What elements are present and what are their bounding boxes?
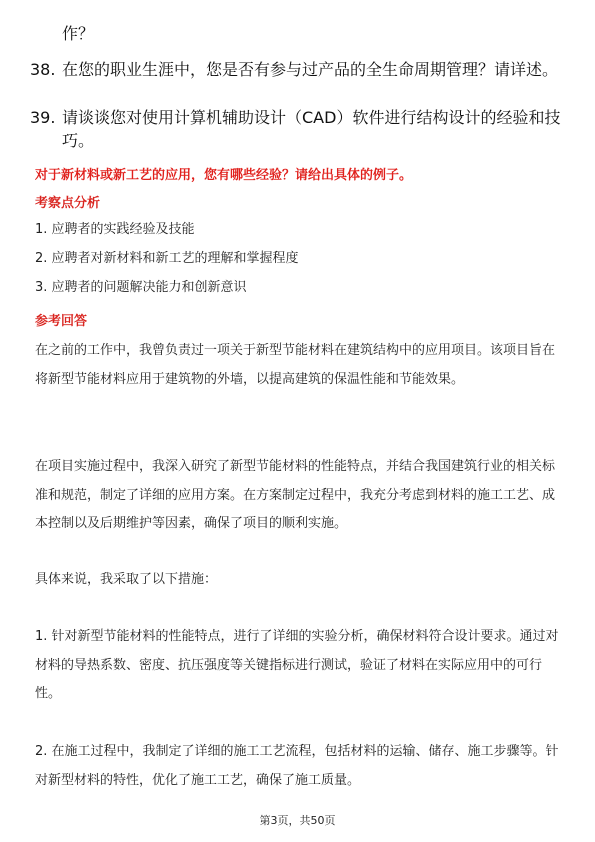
answer-paragraph: 在项目实施过程中，我深入研究了新型节能材料的性能特点，并结合我国建筑行业的相关标准和规范，制定了详细的应用方案。在方案制定过程中，我充分考虑到材料的施工工艺、成本控制以及后期维护等因素，确保了项目的顺利实施。 (35, 459, 556, 531)
analysis-heading: 考察点分析 (35, 196, 101, 211)
question-number: 38. (30, 60, 56, 79)
question-text: 请谈谈您对使用计算机辅助设计（CAD）软件进行结构设计的经验和技巧。 (62, 108, 561, 150)
answer-paragraph: 在之前的工作中，我曾负责过一项关于新型节能材料在建筑结构中的应用项目。该项目旨在将新型节能材料应用于建筑物的外墙，以提高建筑的保温性能和节能效果。 (35, 343, 556, 387)
question-text: 在您的职业生涯中，您是否有参与过产品的全生命周期管理？请详述。 (62, 60, 559, 79)
analysis-point: 2. 应聘者对新材料和新工艺的理解和掌握程度 (35, 251, 299, 266)
question-number: 39. (30, 108, 56, 127)
answer-paragraph: 2. 在施工过程中，我制定了详细的施工工艺流程，包括材料的运输、储存、施工步骤等。针对新型材料的特性，优化了施工工艺，确保了施工质量。 (35, 744, 559, 788)
answer-heading: 参考回答 (35, 314, 88, 329)
question-item-38 (30, 58, 570, 81)
highlight-question: 对于新材料或新工艺的应用，您有哪些经验？请给出具体的例子。 (35, 168, 413, 183)
analysis-point: 3. 应聘者的问题解决能力和创新意识 (35, 280, 247, 295)
answer-paragraph: 1. 针对新型节能材料的性能特点，进行了详细的实验分析，确保材料符合设计要求。通过对材料的导热系数、密度、抗压强度等关键指标进行测试，验证了材料在实际应用中的可行性。 (35, 629, 559, 701)
question-item-39 (30, 106, 570, 152)
page-number-footer: 第3页，共50页 (259, 814, 336, 827)
analysis-point: 1. 应聘者的实践经验及技能 (35, 222, 195, 237)
answer-paragraph: 具体来说，我采取了以下措施： (35, 572, 218, 587)
continued-question-text: 作？ (62, 24, 95, 43)
